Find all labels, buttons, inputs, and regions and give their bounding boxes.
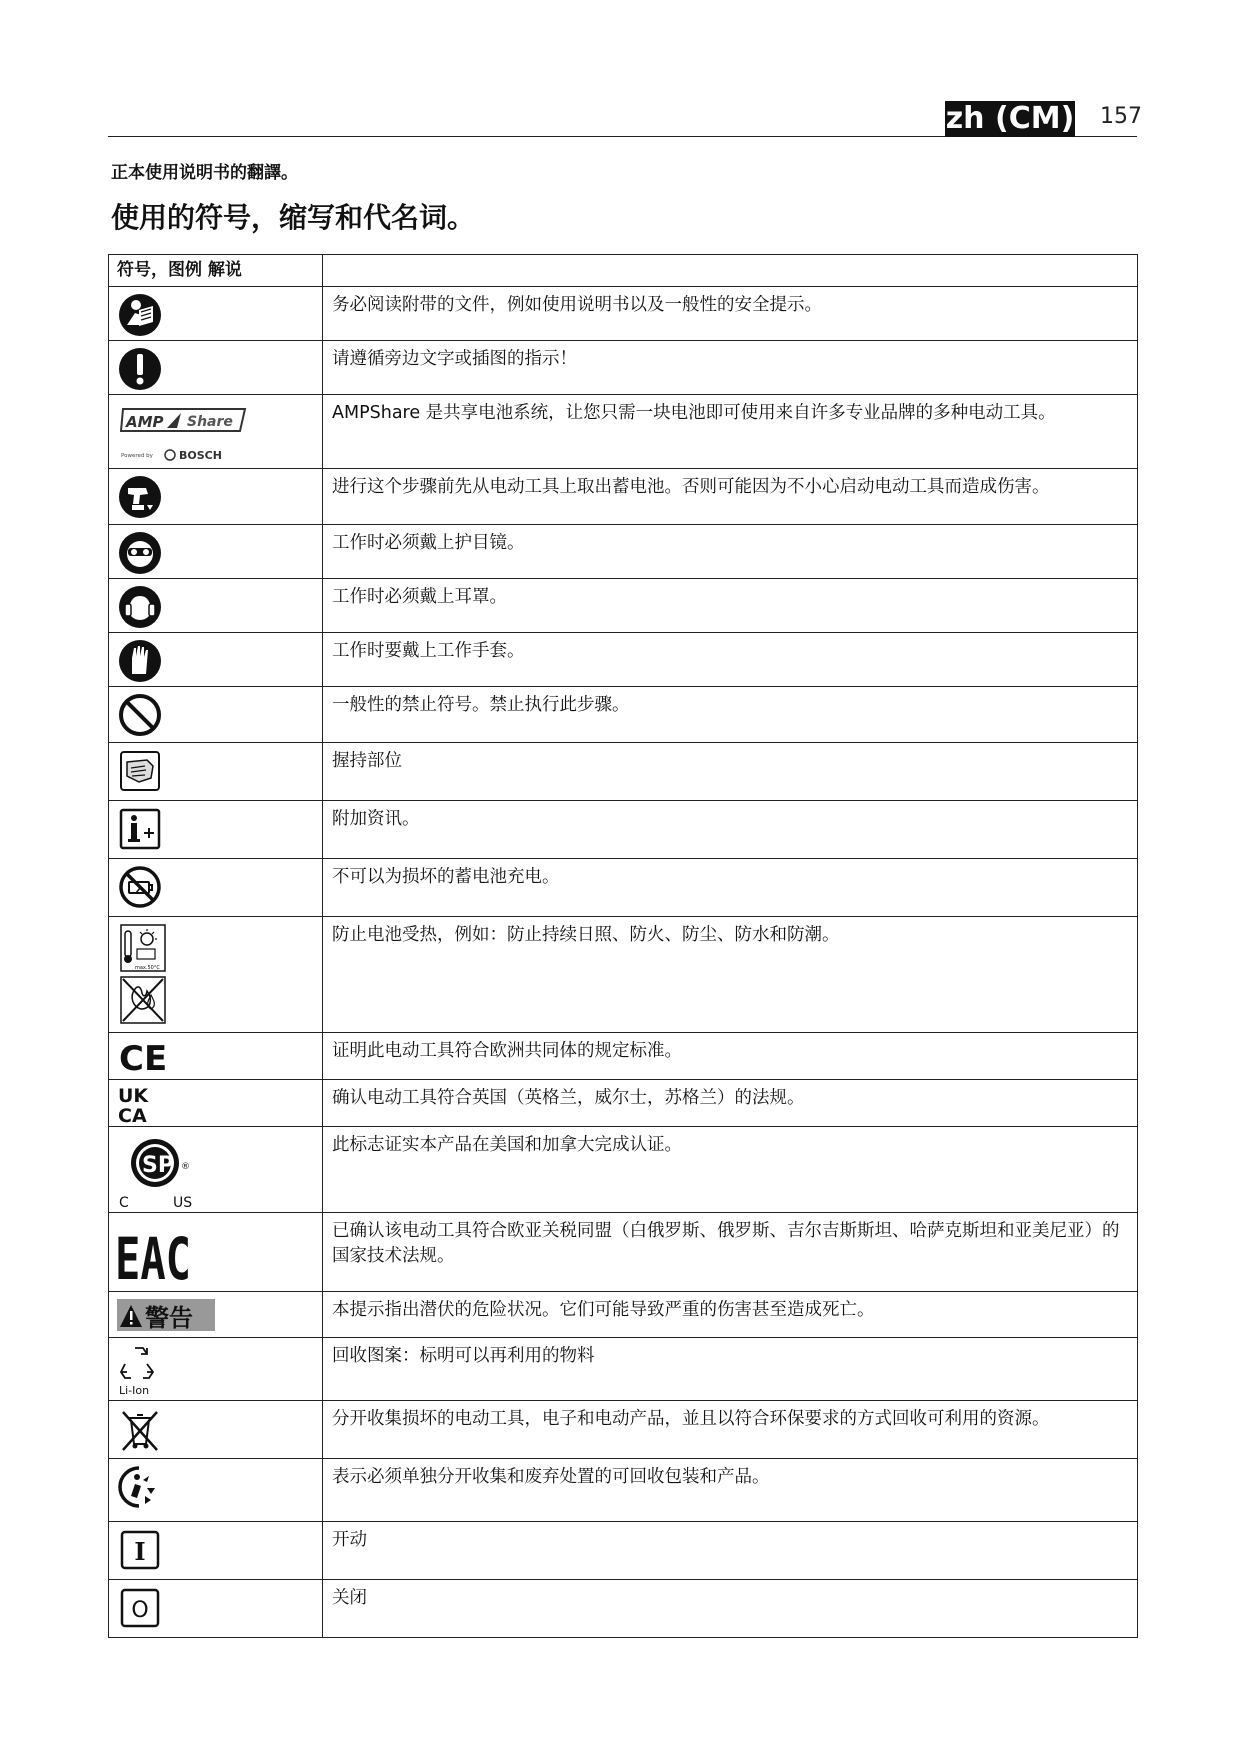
table-row <box>109 1080 1138 1127</box>
table-row <box>109 1459 1138 1522</box>
table-row <box>109 1292 1138 1338</box>
ampshare-logo-icon <box>119 403 259 465</box>
table-row <box>109 1213 1138 1292</box>
table-row <box>109 579 1138 633</box>
table-header-row <box>109 255 1138 287</box>
no-charge-damaged-battery-icon <box>117 864 163 910</box>
row-description: 工作时必须戴上耳罩。 <box>323 579 1138 633</box>
csa-mark-text: SP <box>142 1153 174 1178</box>
csa-registered: ® <box>181 1162 190 1172</box>
row-description: 分开收集损坏的电动工具，电子和电动产品，並且以符合环保要求的方式回收可利用的资源。 <box>323 1401 1138 1459</box>
warning-exclamation-icon <box>117 346 163 392</box>
ukca-mark-icon <box>117 1083 157 1125</box>
table-row <box>109 743 1138 801</box>
ampshare-logo-powered: Powered by <box>121 453 153 459</box>
row-description: 本提示指出潜伏的危险状况。它们可能导致严重的伤害甚至造成死亡。 <box>323 1292 1138 1338</box>
power-off-icon <box>117 1585 163 1631</box>
row-description: 防止电池受热，例如：防止持续日照、防火、防尘、防水和防潮。 <box>323 917 1138 1033</box>
gloves-icon <box>117 638 163 684</box>
csa-mark-icon <box>117 1131 207 1211</box>
table-row <box>109 341 1138 395</box>
eye-protection-icon <box>117 530 163 576</box>
eac-mark-icon <box>115 1217 195 1293</box>
table-row <box>109 525 1138 579</box>
recycle-li-ion-icon <box>117 1342 167 1398</box>
ce-mark-text: CE <box>119 1039 168 1079</box>
row-description: 已确认该电动工具符合欧亚关税同盟（白俄罗斯、俄罗斯、吉尔吉斯斯坦、哈萨克斯坦和亚美尼亚）的国家技术法规。 <box>323 1213 1138 1292</box>
translation-note: 正本使用说明书的翻譯。 <box>111 163 298 183</box>
power-on-glyph: I <box>134 1537 146 1566</box>
prohibition-icon <box>117 692 163 738</box>
row-description: AMPShare 是共享电池系统，让您只需一块电池即可使用来自许多专业品牌的多种电动工具。 <box>323 395 1138 469</box>
row-description: 确认电动工具符合英国（英格兰，威尔士，苏格兰）的法规。 <box>323 1080 1138 1127</box>
csa-c-label: C <box>119 1195 129 1211</box>
table-row <box>109 395 1138 469</box>
table-header-label: 符号，图例 解说 <box>109 255 323 287</box>
table-row <box>109 801 1138 859</box>
csa-us-label: US <box>173 1195 193 1211</box>
ampshare-logo-brand: BOSCH <box>179 449 222 462</box>
row-description: 关闭 <box>323 1580 1138 1638</box>
row-description: 此标志证实本产品在美国和加拿大完成认证。 <box>323 1127 1138 1213</box>
weee-bin-icon <box>117 1406 163 1452</box>
ukca-line1: UK <box>118 1085 149 1107</box>
warning-label-text: 警告 <box>145 1304 193 1332</box>
table-row <box>109 917 1138 1033</box>
language-badge: zh (CM) <box>945 101 1075 136</box>
ampshare-logo-amp: AMP <box>126 413 164 431</box>
row-description: 附加资讯。 <box>323 801 1138 859</box>
row-description: 表示必须单独分开收集和废弃处置的可回收包装和产品。 <box>323 1459 1138 1522</box>
row-description: 务必阅读附带的文件，例如使用说明书以及一般性的安全提示。 <box>323 287 1138 341</box>
row-description: 开动 <box>323 1522 1138 1580</box>
table-row <box>109 1338 1138 1401</box>
table-row <box>109 1033 1138 1080</box>
table-row <box>109 633 1138 687</box>
recycle-li-ion-label: Li-Ion <box>119 1384 150 1397</box>
section-title: 使用的符号，缩写和代名词。 <box>111 201 476 234</box>
triman-recycle-icon <box>117 1464 163 1510</box>
warning-label-icon <box>117 1297 217 1333</box>
table-row <box>109 469 1138 525</box>
row-description: 工作时必须戴上护目镜。 <box>323 525 1138 579</box>
info-icon <box>117 806 163 852</box>
row-description: 请遵循旁边文字或插图的指示！ <box>323 341 1138 395</box>
row-description: 握持部位 <box>323 743 1138 801</box>
heat-max-temp-label: max.50°C <box>135 965 160 971</box>
table-row <box>109 1522 1138 1580</box>
ear-protection-icon <box>117 584 163 630</box>
power-off-glyph: O <box>131 1598 149 1623</box>
remove-battery-icon <box>117 474 163 520</box>
grip-area-icon <box>117 748 163 794</box>
battery-heat-protection-icon <box>119 923 169 1025</box>
row-description: 一般性的禁止符号。禁止执行此步骤。 <box>323 687 1138 743</box>
symbols-table <box>108 254 1138 1638</box>
ampshare-logo-share: Share <box>187 414 233 430</box>
table-row <box>109 859 1138 917</box>
eac-mark-text: EAC <box>115 1225 191 1293</box>
page-number: 157 <box>1100 104 1142 129</box>
table-row <box>109 287 1138 341</box>
row-description: 回收图案：标明可以再利用的物料 <box>323 1338 1138 1401</box>
power-on-icon <box>117 1527 163 1573</box>
row-description: 不可以为损坏的蓄电池充电。 <box>323 859 1138 917</box>
read-manual-icon <box>117 292 163 338</box>
table-row <box>109 687 1138 743</box>
table-row <box>109 1401 1138 1459</box>
row-description: 进行这个步骤前先从电动工具上取出蓄电池。否则可能因为不小心启动电动工具而造成伤害。 <box>323 469 1138 525</box>
row-description: 证明此电动工具符合欧洲共同体的规定标准。 <box>323 1033 1138 1080</box>
table-row <box>109 1580 1138 1638</box>
row-description: 工作时要戴上工作手套。 <box>323 633 1138 687</box>
ce-mark-icon <box>117 1037 167 1077</box>
table-header-empty <box>323 255 1138 287</box>
ukca-line2: CA <box>118 1105 147 1127</box>
table-row <box>109 1127 1138 1213</box>
